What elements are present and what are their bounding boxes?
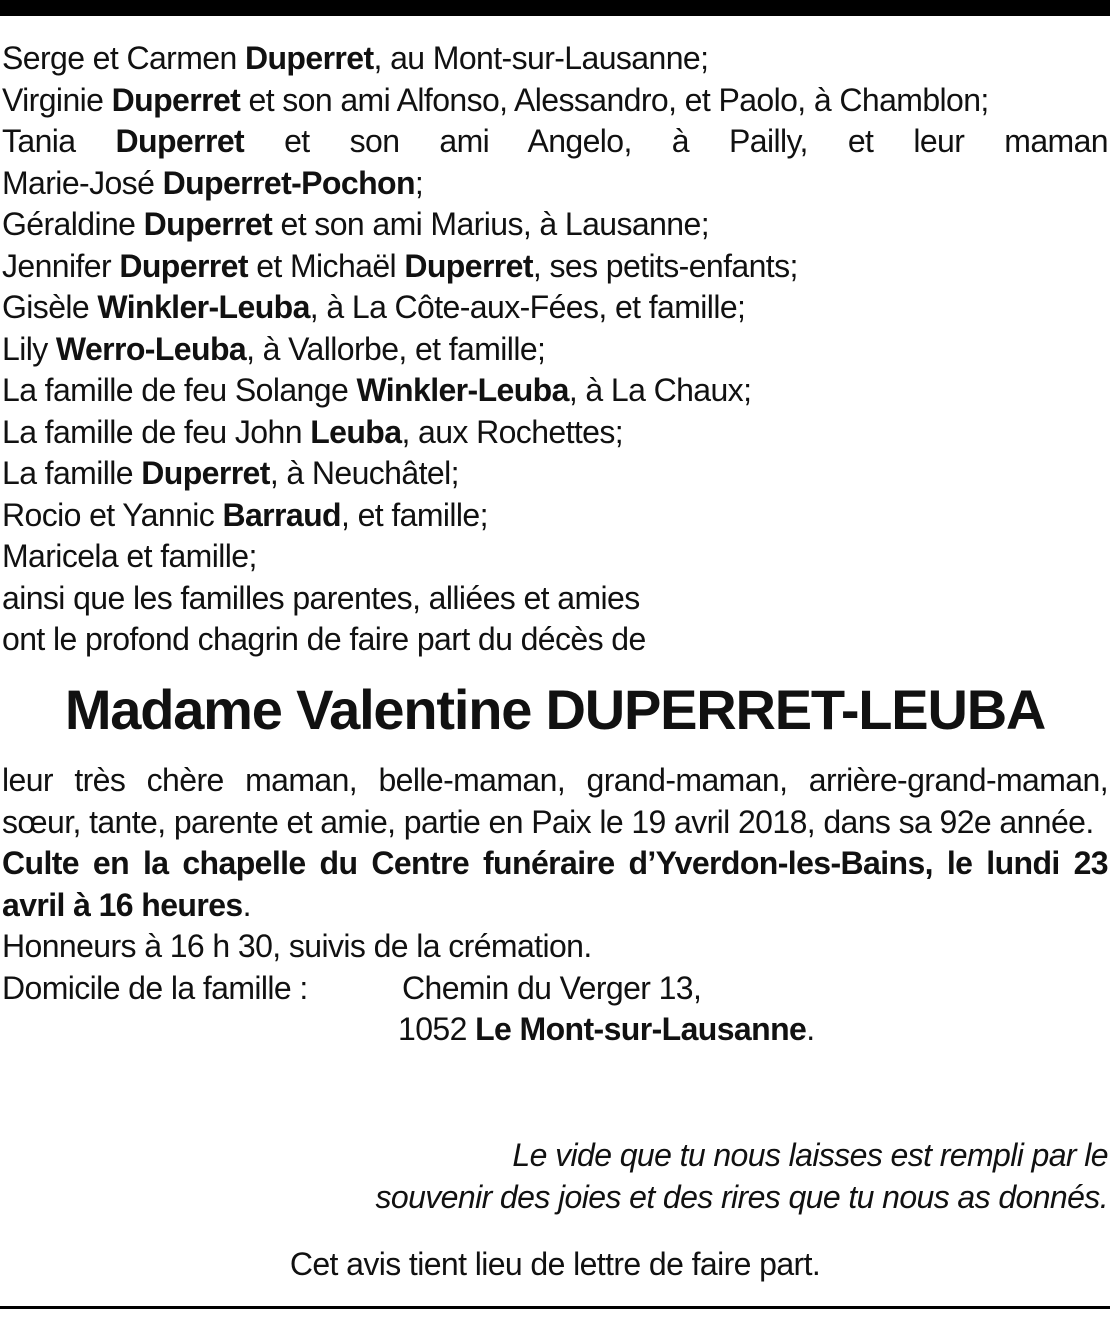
description-text: leur très chère maman, belle-maman, grand-maman, arrière-grand-maman, sœur, tante, parente et amie, partie en Paix le 19 avril 2018, dans sa 92e année. [2,762,1108,840]
address-row [2,968,1108,1010]
address-street: Chemin du Verger 13, [402,969,702,1006]
family-line: ont le profond chagrin de faire part du décès de [2,621,646,657]
address-label: Domicile de la famille : [2,969,308,1006]
announcement-body [2,760,1108,1051]
family-line: Géraldine Duperret et son ami Marius, à Lausanne; [2,206,709,242]
family-line: ainsi que les familles parentes, alliées et amies [2,579,640,616]
family-line: Marie-José Duperret-Pochon; [2,164,424,201]
family-line: Rocio et Yannic Barraud, et famille; [2,496,488,533]
address-city-line: 1052 Le Mont-sur-Lausanne. [398,1011,815,1047]
family-line: Gisèle Winkler-Leuba, à La Côte-aux-Fées, et famille; [2,289,746,325]
quote-line: souvenir des joies et des rires que tu nous as donnés. [375,1179,1108,1215]
family-line: Maricela et famille; [2,538,257,574]
notice-text: Cet avis tient lieu de lettre de faire part. [289,1246,821,1282]
top-rule [0,0,1110,16]
family-line: Jennifer Duperret et Michaël Duperret, ses petits-enfants; [2,247,798,284]
family-line: Tania Duperret et son ami Angelo, à Pailly, et leur maman [2,123,1108,159]
family-line: Serge et Carmen Duperret, au Mont-sur-Lausanne; [2,40,709,76]
memorial-quote [208,1134,1108,1218]
family-line: La famille de feu Solange Winkler-Leuba, à La Chaux; [2,372,752,408]
families-list [2,38,1108,661]
family-line: Lily Werro-Leuba, à Vallorbe, et famille; [2,330,546,367]
family-line: La famille de feu John Leuba, aux Rochettes; [2,413,624,450]
family-line: La famille Duperret, à Neuchâtel; [2,455,459,491]
quote-line: Le vide que tu nous laisses est rempli par le [512,1137,1108,1173]
ceremony-text: Culte en la chapelle du Centre funéraire d’Yverdon-les-Bains, le lundi 23 avril à 16 heures. [2,845,1108,923]
bottom-rule [0,1306,1110,1309]
deceased-name: Madame Valentine DUPERRET-LEUBA [64,678,1046,741]
family-line: Virginie Duperret et son ami Alfonso, Alessandro, et Paolo, à Chamblon; [2,81,989,118]
honours-text: Honneurs à 16 h 30, suivis de la crémation. [2,928,592,964]
